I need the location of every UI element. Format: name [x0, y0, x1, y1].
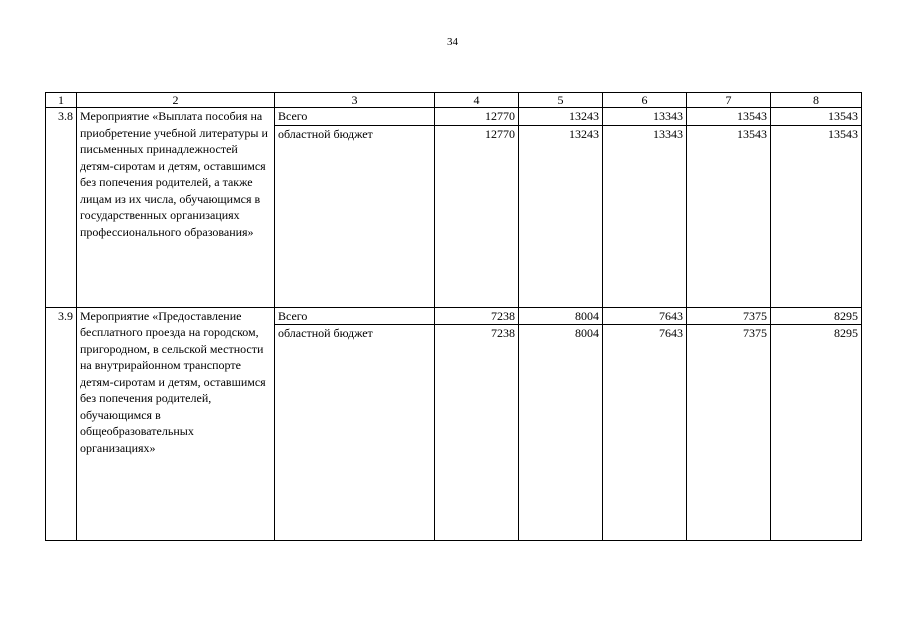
value-cell: 8004	[519, 307, 603, 325]
row-number: 3.9	[46, 307, 77, 541]
value-cell: 13543	[687, 125, 771, 307]
header-cell: 4	[435, 93, 519, 108]
value-cell: 8295	[771, 325, 862, 541]
header-cell: 1	[46, 93, 77, 108]
value-cell: 13543	[771, 125, 862, 307]
funding-source: областной бюджет	[275, 125, 435, 307]
value-cell: 7375	[687, 325, 771, 541]
value-cell: 13343	[603, 108, 687, 126]
header-cell: 7	[687, 93, 771, 108]
value-cell: 7375	[687, 307, 771, 325]
header-cell: 6	[603, 93, 687, 108]
value-cell: 12770	[435, 108, 519, 126]
measure-name: Мероприятие «Выплата пособия на приобретение учебной литературы и письменных принадлежностей детям-сиротам и детям, оставшимся без попечения родителей, а также лицам из их числа, обучающимся в государственных организациях профессионального образования»	[77, 108, 275, 308]
value-cell: 7643	[603, 307, 687, 325]
value-cell: 12770	[435, 125, 519, 307]
value-cell: 7643	[603, 325, 687, 541]
page-number: 34	[447, 36, 458, 48]
measure-name: Мероприятие «Предоставление бесплатного проезда на городском, пригородном, в сельской местности на внутрирайонном транспорте детям-сиротам и детям, оставшимся без попечения родителей, обучающимся в общеобразовательных организациях»	[77, 307, 275, 541]
funding-source: Всего	[275, 307, 435, 325]
table-row	[46, 108, 862, 126]
table-row	[46, 307, 862, 325]
value-cell: 13543	[771, 108, 862, 126]
value-cell: 13243	[519, 108, 603, 126]
header-cell: 5	[519, 93, 603, 108]
row-number: 3.8	[46, 108, 77, 308]
value-cell: 13343	[603, 125, 687, 307]
value-cell: 8295	[771, 307, 862, 325]
budget-table	[45, 92, 862, 541]
funding-source: Всего	[275, 108, 435, 126]
value-cell: 7238	[435, 307, 519, 325]
header-cell: 8	[771, 93, 862, 108]
value-cell: 13243	[519, 125, 603, 307]
header-cell: 2	[77, 93, 275, 108]
value-cell: 8004	[519, 325, 603, 541]
table-header-row	[46, 93, 862, 108]
funding-source: областной бюджет	[275, 325, 435, 541]
value-cell: 13543	[687, 108, 771, 126]
value-cell: 7238	[435, 325, 519, 541]
header-cell: 3	[275, 93, 435, 108]
